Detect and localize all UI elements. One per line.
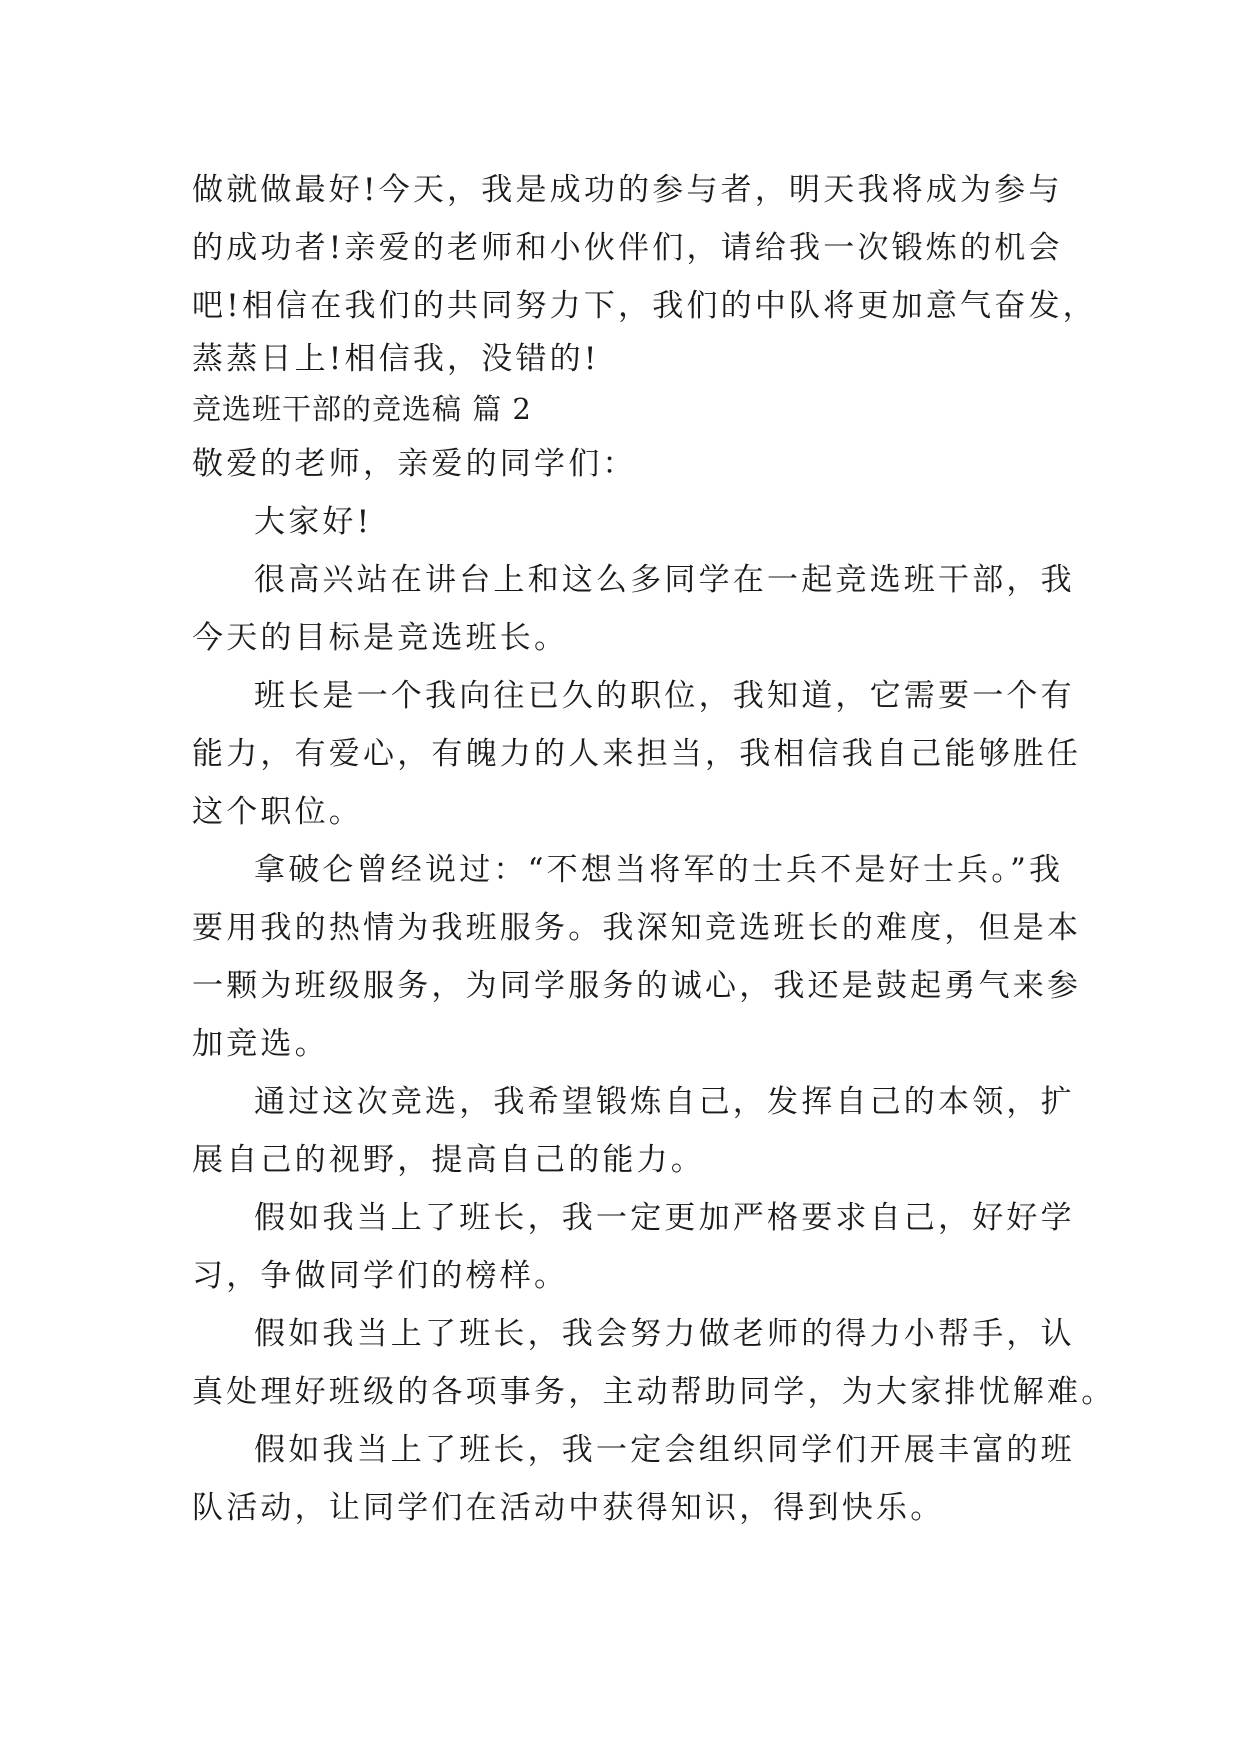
text-line: 今天的目标是竞选班长。 — [192, 620, 569, 656]
text-line: 的成功者!亲爱的老师和小伙伴们，请给我一次锻炼的机会 — [192, 230, 1063, 266]
document-body — [192, 161, 1116, 1537]
section-heading: 竞选班干部的竞选稿 篇 2 — [192, 392, 532, 426]
text-line: 要用我的热情为我班服务。我深知竞选班长的难度，但是本 — [192, 910, 1082, 946]
text-line: 班长是一个我向往已久的职位，我知道，它需要一个有 — [254, 678, 1075, 714]
text-line: 能力，有爱心，有魄力的人来担当，我相信我自己能够胜任 — [192, 736, 1082, 772]
text-line: 很高兴站在讲台上和这么多同学在一起竞选班干部，我 — [254, 562, 1075, 598]
text-line: 敬爱的老师，亲爱的同学们： — [192, 446, 637, 482]
text-line: 蒸蒸日上!相信我，没错的! — [192, 341, 600, 377]
text-line: 大家好! — [254, 504, 373, 540]
text-line: 队活动，让同学们在活动中获得知识，得到快乐。 — [192, 1490, 945, 1526]
text-line: 假如我当上了班长，我一定会组织同学们开展丰富的班 — [254, 1432, 1075, 1468]
text-line: 做就做最好!今天，我是成功的参与者，明天我将成为参与 — [192, 172, 1063, 208]
text-line: 拿破仑曾经说过：“不想当将军的士兵不是好士兵。”我 — [254, 852, 1064, 888]
text-line: 吧!相信在我们的共同努力下，我们的中队将更加意气奋发， — [192, 288, 1097, 324]
text-line: 真处理好班级的各项事务，主动帮助同学，为大家排忧解难。 — [192, 1374, 1116, 1410]
text-line: 加竞选。 — [192, 1026, 329, 1062]
text-line: 习，争做同学们的榜样。 — [192, 1258, 569, 1294]
text-line: 一颗为班级服务，为同学服务的诚心，我还是鼓起勇气来参 — [192, 968, 1082, 1004]
text-line: 通过这次竞选，我希望锻炼自己，发挥自己的本领，扩 — [254, 1084, 1075, 1120]
text-line: 展自己的视野，提高自己的能力。 — [192, 1142, 705, 1178]
text-line: 假如我当上了班长，我一定更加严格要求自己，好好学 — [254, 1200, 1075, 1236]
text-line: 假如我当上了班长，我会努力做老师的得力小帮手，认 — [254, 1316, 1075, 1352]
text-line: 这个职位。 — [192, 794, 363, 830]
